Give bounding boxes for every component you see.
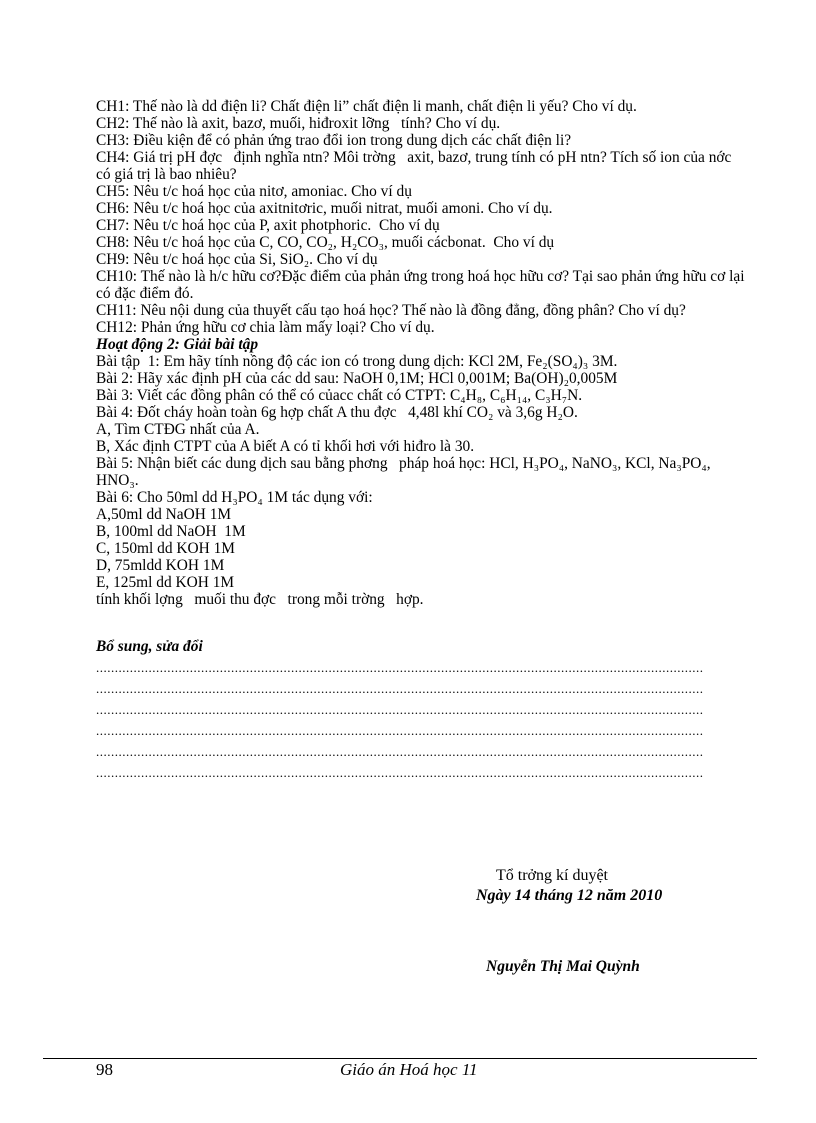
dotted-line: ..................................................................................................................................................................: [96, 765, 704, 780]
footer-book-title: Giáo án Hoá học 11: [340, 1060, 478, 1079]
exercise-item: tính khối lợng muối thu đợc trong mỗi trờng hợp.: [96, 591, 424, 608]
dotted-line: ..................................................................................................................................................................: [96, 702, 704, 717]
signer-name: Nguyễn Thị Mai Quỳnh: [486, 958, 640, 975]
exercise-item: Bài 4: Đốt cháy hoàn toàn 6g hợp chất A thu đợc 4,48l khí CO₂ và 3,6g H₂O.: [96, 404, 578, 421]
question-item: CH10: Thế nào là h/c hữu cơ?Đặc điểm của phản ứng trong hoá học hữu cơ? Tại sao phản ứng hữu cơ lại có đặc điểm đó.: [96, 268, 749, 302]
supplement-dotted-lines: [96, 659, 756, 781]
exercise-item: Bài 3: Viết các đồng phân có thể có củacc chất có CTPT: C₄H₈, C₆H₁₄, C₃H₇N.: [96, 387, 583, 404]
approval-block: [476, 866, 776, 906]
question-list: [96, 98, 756, 336]
exercise-item: B, 100ml dd NaOH 1M: [96, 523, 246, 540]
question-item: CH12: Phản ứng hữu cơ chia làm mấy loại? Cho ví dụ.: [96, 319, 435, 336]
spacer: [96, 608, 756, 638]
exercise-item: B, Xác định CTPT của A biết A có tỉ khối hơi với hiđro là 30.: [96, 438, 475, 455]
footer-divider: [43, 1058, 757, 1059]
exercise-item: C, 150ml dd KOH 1M: [96, 540, 235, 557]
question-item: CH7: Nêu t/c hoá học của P, axit photphoric. Cho ví dụ: [96, 217, 440, 234]
exercise-list: [96, 353, 756, 608]
exercise-item: Bài tập 1: Em hãy tính nồng độ các ion có trong dung dịch: KCl 2M, Fe₂(SO₄)₃ 3M.: [96, 353, 618, 370]
exercise-item: E, 125ml dd KOH 1M: [96, 574, 235, 591]
exercise-item: D, 75mldd KOH 1M: [96, 557, 225, 574]
question-item: CH2: Thế nào là axit, bazơ, muối, hiđroxit lỡng tính? Cho ví dụ.: [96, 115, 501, 132]
lesson-body: [96, 98, 756, 781]
question-item: CH5: Nêu t/c hoá học của nitơ, amoniac. Cho ví dụ: [96, 183, 412, 200]
question-item: CH9: Nêu t/c hoá học của Si, SiO₂. Cho ví dụ: [96, 251, 378, 268]
question-item: CH6: Nêu t/c hoá học của axitnitơric, muối nitrat, muối amoni. Cho ví dụ.: [96, 200, 553, 217]
exercise-item: A,50ml dd NaOH 1M: [96, 506, 232, 523]
question-item: CH4: Giá trị pH đợc định nghĩa ntn? Môi trờng axit, bazơ, trung tính có pH ntn? Tích số ion của nớc có giá trị là bao nhiêu?: [96, 149, 743, 183]
approval-date: Ngày 14 tháng 12 năm 2010: [476, 887, 663, 904]
exercise-item: Bài 5: Nhận biết các dung dịch sau bằng phơng pháp hoá học: HCl, H₃PO₄, NaNO₃, KCl, Na₃PO₄, HNO₃.: [96, 455, 715, 489]
supplement-heading: Bổ sung, sửa đổi: [96, 638, 203, 655]
dotted-line: ..................................................................................................................................................................: [96, 660, 704, 675]
question-item: CH3: Điều kiện để có phản ứng trao đổi ion trong dung dịch các chất điện li?: [96, 132, 572, 149]
page-number: 98: [96, 1060, 113, 1079]
dotted-line: ..................................................................................................................................................................: [96, 681, 704, 696]
exercise-item: A, Tìm CTĐG nhất của A.: [96, 421, 260, 438]
activity-heading: Hoạt động 2: Giải bài tập: [96, 336, 259, 353]
question-item: CH1: Thế nào là dd điện li? Chất điện li” chất điện li manh, chất điện li yếu? Cho ví dụ.: [96, 98, 637, 115]
dotted-line: ..................................................................................................................................................................: [96, 723, 704, 738]
exercise-item: Bài 2: Hãy xác định pH của các dd sau: NaOH 0,1M; HCl 0,001M; Ba(OH)₂0,005M: [96, 370, 618, 387]
approval-title: Tổ trởng kí duyệt: [496, 867, 608, 884]
dotted-line: ..................................................................................................................................................................: [96, 744, 704, 759]
question-item: CH8: Nêu t/c hoá học của C, CO, CO₂, H₂CO₃, muối cácbonat. Cho ví dụ: [96, 234, 555, 251]
exercise-item: Bài 6: Cho 50ml dd H₃PO₄ 1M tác dụng với:: [96, 489, 373, 506]
question-item: CH11: Nêu nội dung của thuyết cấu tạo hoá học? Thế nào là đồng đẳng, đồng phân? Cho ví dụ?: [96, 302, 686, 319]
